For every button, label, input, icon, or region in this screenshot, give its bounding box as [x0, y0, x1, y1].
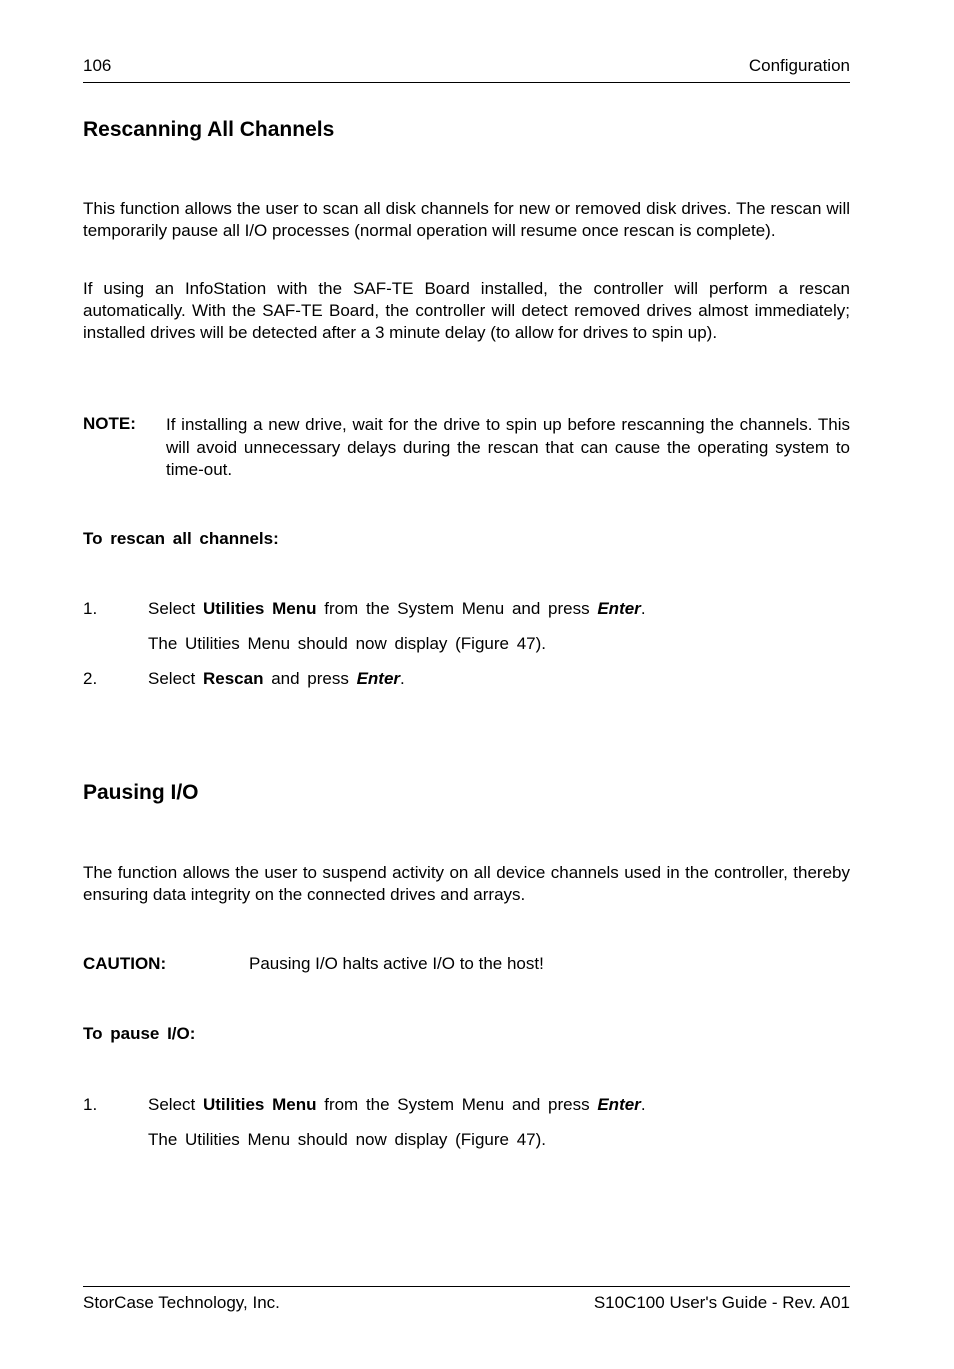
- menu-name: Utilities Menu: [202, 599, 317, 618]
- pause-step-1-result: The Utilities Menu should now display (Figure 47).: [148, 1130, 547, 1149]
- rescan-step-2: Select Rescan and press Enter.: [148, 669, 405, 688]
- rescan-paragraph-1: This function allows the user to scan all disk channels for new or removed disk drives. The rescan will temporarily pause all I/O processes (normal operation will resume once rescan is complete).: [83, 199, 850, 240]
- company-name: StorCase Technology, Inc.: [83, 1293, 280, 1312]
- procedure-title-rescan: To rescan all channels:: [83, 529, 279, 548]
- rescan-paragraph-2: If using an InfoStation with the SAF-TE Board installed, the controller will perform a rescan automatically. With the SAF-TE Board, the controller will detect removed drives almost immediately; installed drives will be detected after a 3 minute delay (to allow for drives to spin up).: [83, 279, 850, 342]
- section-name: Configuration: [748, 56, 850, 75]
- key-name: Enter: [356, 669, 401, 688]
- caution-text: Pausing I/O halts active I/O to the host!: [249, 954, 544, 973]
- page-footer: [83, 1286, 850, 1312]
- guide-title: S10C100 User's Guide - Rev. A01: [593, 1293, 850, 1312]
- page-number: 106: [83, 56, 112, 75]
- step-number: 1.: [83, 599, 98, 618]
- rescan-step-1-result: The Utilities Menu should now display (Figure 47).: [148, 634, 547, 653]
- note-label: NOTE:: [83, 414, 136, 433]
- note-text: If installing a new drive, wait for the drive to spin up before rescanning the channels. This will avoid unnecessary delays during the rescan that can cause the operating system to time-out.: [166, 415, 850, 479]
- pause-paragraph-1: The function allows the user to suspend activity on all device channels used in the controller, thereby ensuring data integrity on the connected drives and arrays.: [83, 863, 850, 904]
- section-title-rescan: Rescanning All Channels: [83, 118, 335, 141]
- step-number: 2.: [83, 669, 98, 688]
- menu-name: Utilities Menu: [202, 1095, 317, 1114]
- key-name: Enter: [597, 1095, 641, 1114]
- section-title-pause: Pausing I/O: [83, 781, 199, 804]
- key-name: Enter: [597, 599, 641, 618]
- pause-step-1: Select Utilities Menu from the System Menu and press Enter.: [148, 1095, 646, 1114]
- procedure-title-pause: To pause I/O:: [83, 1024, 196, 1043]
- menu-item-name: Rescan: [202, 669, 264, 688]
- page-header: [83, 56, 850, 83]
- step-number: 1.: [83, 1095, 98, 1114]
- caution-label: CAUTION:: [83, 954, 167, 973]
- rescan-step-1: Select Utilities Menu from the System Menu and press Enter.: [148, 599, 646, 618]
